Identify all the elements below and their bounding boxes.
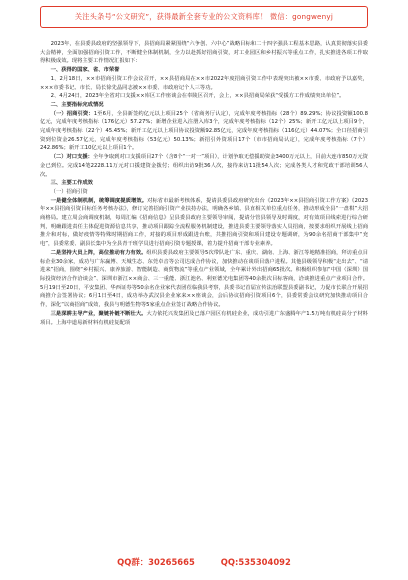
result-paragraph-3-lead: 三是深耕主导产业，聚链补链不断壮大。 [50,310,147,317]
intro-paragraph: 2023年，在县委县政府的坚强领导下，县招商局紧紧围绕“六争创、六中心”战略目标和二十四字强县工程基本思路，认真贯彻落实县委大会精神，全面加强招商引资工作，不断健全体制机制，全力以赴抓好招商引资，对工业园区和乡村振兴等重点工作，扎实推进各项工作取得积极成效。现将主要工作情况汇报如下： [40,41,368,65]
result-paragraph-2 [40,249,368,310]
section-heading-results: 三、主要工作成效 [50,180,93,187]
honor-item-1: 1、2月18日，××市招商引资工作会议召开，××县招商局在××市2022年度招商引资工作中表现突出被××市委、市政府予以嘉奖，×××市委书记、市长、局长徐先晶同志被××市委、市政府记个人三等功。 [40,75,368,91]
result-paragraph-3 [40,310,368,327]
subsection-heading-investment: （一）招商引资 [50,188,88,195]
section-heading-indicators: 二、主要指标完成情况 [50,101,104,108]
document-body [40,40,368,327]
result-paragraph-1 [40,197,368,249]
qq-group-text: QQ群：30265665 [117,557,195,567]
result-paragraph-3-text: 大力依托兴发集团及已落户园区有机硅企业，成功引进广东盛腾年产1.5万吨有机硅高分子材料项目。上海中道易新材料有机硅复配项 [40,310,368,326]
result-paragraph-1-text: 对标省市最新考核体系，提请县委县政府研究出台《2023年××县招商引资工作方案》《2023年××县招商引资目标任务考核办法》，修订完善招商引资产业扶持办法，明确各乡镇、县直相关单位重点任务，推动形成全县“一盘棋”大招商格局。建立周会商调度机制，每周汇编《招商信息》呈县委县政府主要领导审阅，提请分管县领导及时调度，对有效项目线索进行综合研判，明确跟进责任主体促进资源信息共享，推动项目跟踪全流程服务机制建设，推进县委主要领导落实人员招商，按要求组织开展线上招商推介和对标，做好疫情等特殊时期招商工作，对接的项目形成跟进台账，共推招商引资和项目建设专题调研，为90余名招商干部集中“充电”，县委常委、副县长集中为全县青干班学员进行招商引资专题授课，着力提升招商干部专业素养。 [40,197,368,248]
indicator-investment-text: 1至6月，全县新签约亿元以上项目25个（省商务厅认定），完成年度考核指标（28个）89.29%；协议投资额100.8亿元，完成年度考核指标（176亿元）57.27%；新增企业进入注册入库3个，完成年度考核指标（12个）25%；新开工亿元以上项目9个，完成年度考核指标（22个）45.45%；新开工亿元以上项目协议投资额92.85亿元，完成年度考核指标（116亿元）44.07%；全口径招商引资到位资金26.57亿元，完成年度考核指标（53亿元）50.13%；新招引外资项目17个（市市招商局认定），完成年度考核指标（7个）242.86%；新开工10亿元以上项目1个。 [40,110,368,152]
indicator-assistance-text: 全年争取到对口支援项目27个（含8个“一对一”项目），计划争取无偿援助资金3400万元以上，目前大连市850万元资金已到位。完成14笔2228.11万元对口援建资金拨付；组织出访9批36人次，接待来访11批54人次；完成各类人才和党政干部培训56人次。 [40,154,368,178]
contact-footer [0,552,408,572]
result-paragraph-1-lead: 一是健全体制机制，统筹调度提质增效。 [50,197,148,204]
promo-banner-text: 关注头条号“公文研究”，获得最新全套专业的公文资料库！ 微信：gongwenyj [74,12,334,21]
result-paragraph-2-lead: 二是坚持大员上阵，高位推动有力有效。 [50,249,147,256]
qq-contact-text: QQ:535304092 [220,557,291,567]
indicator-assistance-label: （二）对口支援： [50,154,93,161]
honor-item-2: 2、4月24日，2023年全省对口支援××库区工作座谈会在奉陵区召开，会上，××县招商局荣获“受援方工作成绩突出单位”。 [50,93,345,100]
indicator-investment-label: （一）招商引资： [50,110,94,117]
promo-banner [40,6,368,28]
section-heading-honors: 一、获得的国家、省、市荣誉 [50,67,120,74]
result-paragraph-2-text: 组织县委县政府主要领导5次带队赴广东、重庆、湖南、上海、浙江等地精准招商，拜访重点目标企业30余家，成功与广东赢博、天城生态、东莞卓音等公司达成合作协议，加快推动在谈项目落户进程。其他县级领导积极“走出去”、“请进来”招商，围绕“乡村振兴、康养旅游、智能制造、商贸物流”等重点产业领域，全年累计外出招商65批次。积极组织参加“中国（深圳）国际投资经济合作洽谈会”、深圳市浙江××商会、三一重能、浙江池名、利亚德光电集团等40余批次目标客商，洽谈推进重点产业项目合作。5月19日至20日，平安集团、华西证券等50余名企业家代表团莅临我县考察，县委书记首届宣传法治联盟县委副书记，力促市长联合开展招商推介会签署协议；6月1日至4日，成功举办武汉县企业家来××座谈会，会后协议招商引资项目6个，县委常委会议研究加快推动项目合作，深化“以商招商”成效，我县与明德生物等5家重点企业签订战略合作协议。 [40,249,368,309]
indicator-investment [40,110,368,154]
indicator-assistance [40,153,368,179]
